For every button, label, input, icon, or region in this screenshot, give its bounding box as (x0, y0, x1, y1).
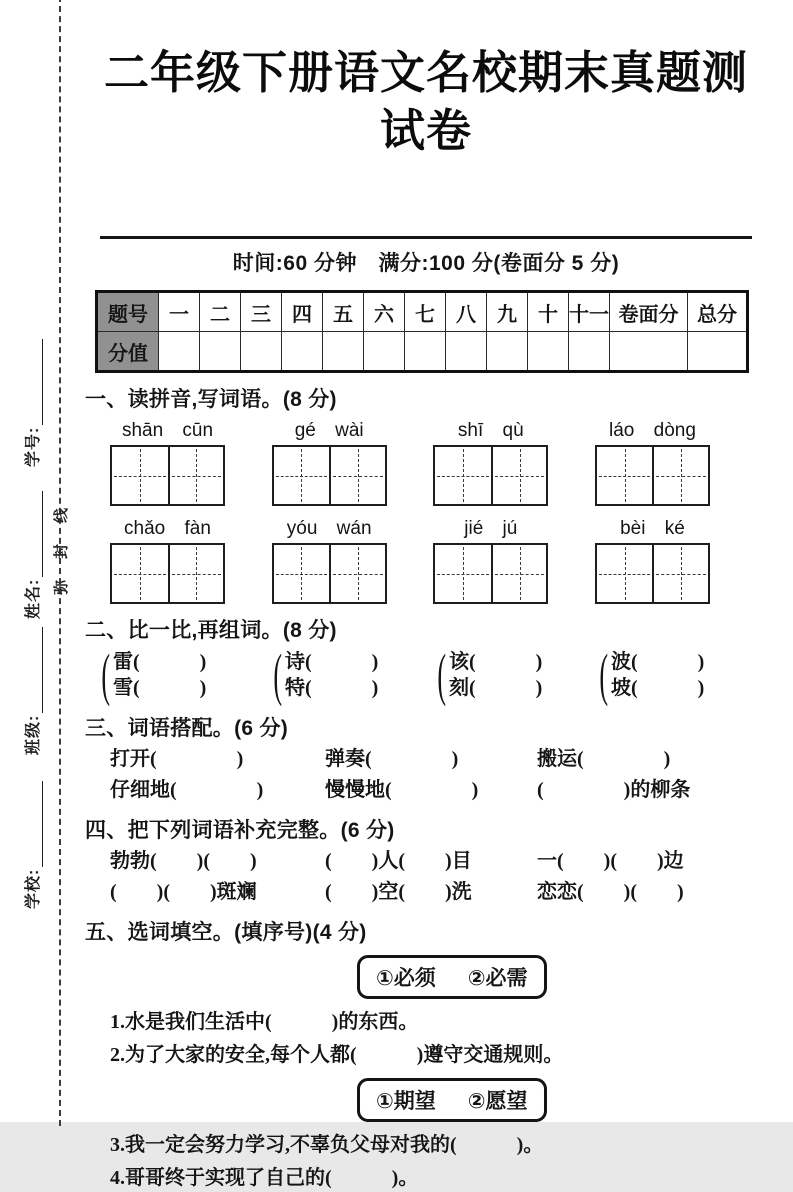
pinyin-label: bèi ké (620, 518, 685, 539)
compare-pair (595, 642, 763, 707)
word-bank-option: ①必须 (376, 967, 436, 990)
score-table (95, 290, 749, 373)
idiom-row (110, 848, 767, 875)
writing-cell[interactable] (491, 545, 547, 602)
writing-grid[interactable] (595, 445, 710, 506)
pinyin-word-block (110, 517, 225, 604)
column-header: 五 (323, 292, 364, 332)
column-header: 卷面分 (610, 292, 688, 332)
pinyin-label: jié jú (464, 518, 518, 539)
school-input-line[interactable] (27, 781, 43, 867)
word-bank-box-1 (357, 955, 547, 999)
column-header: 二 (200, 292, 241, 332)
score-blank-cell[interactable] (200, 332, 241, 372)
idiom-blank[interactable]: ( )( )斑斓 (110, 881, 257, 903)
brace-glyph: ( (599, 642, 609, 707)
pinyin-label: yóu wán (286, 518, 372, 539)
writing-cell[interactable] (329, 545, 385, 602)
score-blank-cell[interactable] (323, 332, 364, 372)
idiom-blank[interactable]: 勃勃( )( ) (110, 850, 257, 872)
score-blank-cell[interactable] (405, 332, 446, 372)
collocation-blank[interactable]: 搬运( ) (537, 748, 671, 770)
writing-cell[interactable] (491, 447, 547, 504)
section2-heading: 二、比一比,再组词。(8 分) (85, 619, 337, 642)
column-header: 十 (528, 292, 569, 332)
writing-cell[interactable] (597, 447, 653, 504)
question-number-header: 题号 (97, 292, 159, 332)
writing-grid[interactable] (595, 543, 710, 604)
class-label: 班级: (25, 714, 42, 755)
score-value-header: 分值 (97, 332, 159, 372)
word-blank[interactable]: 诗( ) (285, 651, 379, 673)
writing-cell[interactable] (168, 545, 224, 602)
score-blank-cell[interactable] (159, 332, 200, 372)
word-blank[interactable]: 波( ) (611, 651, 705, 673)
brace-glyph: ( (101, 642, 111, 707)
pinyin-label: láo dòng (609, 420, 696, 441)
word-bank-option: ①期望 (376, 1090, 436, 1113)
name-label: 姓名: (25, 578, 42, 619)
writing-cell[interactable] (274, 447, 330, 504)
score-blank-cell[interactable] (569, 332, 610, 372)
writing-grid[interactable] (272, 543, 387, 604)
pinyin-word-block (110, 419, 225, 506)
seal-char: 线 (53, 507, 70, 523)
idiom-blank[interactable]: ( )空( )洗 (325, 881, 472, 903)
word-bank-option: ②愿望 (467, 1090, 528, 1113)
name-input-line[interactable] (27, 491, 43, 577)
section1-heading: 一、读拼音,写词语。(8 分) (85, 388, 337, 411)
writing-grid[interactable] (433, 445, 548, 506)
school-field (20, 781, 43, 909)
pinyin-label: shān cūn (121, 420, 214, 441)
writing-cell[interactable] (274, 545, 330, 602)
column-header: 一 (159, 292, 200, 332)
compare-pair (97, 642, 269, 707)
word-bank-box-2 (357, 1078, 547, 1122)
column-header: 七 (405, 292, 446, 332)
word-blank[interactable]: 坡( ) (611, 677, 705, 699)
section4-heading: 四、把下列词语补充完整。(6 分) (85, 819, 395, 842)
word-blank[interactable]: 雷( ) (113, 651, 207, 673)
column-header: 十一 (569, 292, 610, 332)
column-header: 六 (364, 292, 405, 332)
score-table-value-row (97, 332, 748, 372)
column-header: 三 (241, 292, 282, 332)
collocation-blank[interactable]: 打开( ) (110, 748, 244, 770)
fill-in-sentence[interactable]: 1.水是我们生活中( )的东西。 (110, 1011, 419, 1033)
idiom-blank[interactable]: 一( )( )边 (537, 850, 684, 872)
seal-char: 弥 (53, 579, 70, 595)
writing-cell[interactable] (329, 447, 385, 504)
pinyin-row-1 (110, 419, 710, 506)
collocation-blank[interactable]: 仔细地( ) (110, 779, 264, 801)
collocation-row (110, 746, 767, 773)
pinyin-word-block (272, 517, 387, 604)
collocation-blank[interactable]: 弹奏( ) (325, 748, 459, 770)
writing-cell[interactable] (112, 447, 168, 504)
score-blank-cell[interactable] (688, 332, 748, 372)
collocation-blank[interactable]: 慢慢地( ) (325, 779, 479, 801)
brace-glyph: ( (437, 642, 447, 707)
seal-char: 封 (53, 543, 70, 559)
school-label: 学校: (25, 868, 42, 909)
pinyin-label: chǎo fàn (124, 518, 211, 539)
compare-pair (269, 642, 433, 707)
writing-cell[interactable] (168, 447, 224, 504)
writing-cell[interactable] (435, 447, 491, 504)
exam-info-line: 时间:60 分钟 满分:100 分(卷面分 5 分) (232, 252, 620, 275)
writing-cell[interactable] (597, 545, 653, 602)
pinyin-word-block (433, 517, 548, 604)
writing-grid[interactable] (272, 445, 387, 506)
fill-in-sentence[interactable]: 2.为了大家的安全,每个人都( )遵守交通规则。 (110, 1044, 564, 1066)
score-blank-cell[interactable] (364, 332, 405, 372)
name-field (20, 491, 43, 619)
fill-in-sentence[interactable]: 4.哥哥终于实现了自己的( )。 (110, 1167, 419, 1189)
idiom-row (110, 879, 767, 906)
compare-pairs-row (97, 642, 767, 707)
pinyin-word-block (595, 419, 710, 506)
student-id-input-line[interactable] (27, 339, 43, 425)
page-title: 二年级下册语文名校期末真题测试卷 (103, 48, 748, 156)
student-id-label: 学号: (25, 426, 42, 467)
class-input-line[interactable] (27, 627, 43, 713)
idiom-blank[interactable]: 恋恋( )( ) (537, 881, 684, 903)
score-blank-cell[interactable] (241, 332, 282, 372)
section5-heading: 五、选词填空。(填序号)(4 分) (85, 921, 367, 944)
pinyin-word-block (433, 419, 548, 506)
column-header: 总分 (688, 292, 748, 332)
column-header: 四 (282, 292, 323, 332)
idiom-blank[interactable]: ( )人( )目 (325, 850, 472, 872)
column-header: 八 (446, 292, 487, 332)
score-blank-cell[interactable] (487, 332, 528, 372)
student-id-field (20, 339, 43, 467)
writing-cell[interactable] (652, 447, 708, 504)
column-header: 九 (487, 292, 528, 332)
brace-glyph: ( (273, 642, 283, 707)
pinyin-row-2 (110, 517, 710, 604)
paper-content (85, 0, 767, 1192)
writing-cell[interactable] (435, 545, 491, 602)
pinyin-label: shī qù (457, 420, 524, 441)
pinyin-word-block (272, 419, 387, 506)
writing-cell[interactable] (652, 545, 708, 602)
word-blank[interactable]: 特( ) (285, 677, 379, 699)
writing-grid[interactable] (433, 543, 548, 604)
section3-heading: 三、词语搭配。(6 分) (85, 717, 289, 740)
class-field (20, 627, 43, 755)
collocation-blank[interactable]: ( )的柳条 (537, 779, 691, 801)
writing-grid[interactable] (110, 543, 225, 604)
compare-pair (433, 642, 595, 707)
word-bank-option: ②必需 (467, 967, 528, 990)
pinyin-label: gé wài (294, 420, 364, 441)
fill-in-sentence[interactable]: 3.我一定会努力学习,不辜负父母对我的( )。 (110, 1134, 544, 1156)
collocation-row (110, 777, 767, 804)
writing-grid[interactable] (110, 445, 225, 506)
score-blank-cell[interactable] (610, 332, 688, 372)
pinyin-word-block (595, 517, 710, 604)
writing-cell[interactable] (112, 545, 168, 602)
score-blank-cell[interactable] (446, 332, 487, 372)
title-divider (100, 236, 752, 239)
word-blank[interactable]: 刻( ) (449, 677, 543, 699)
student-info-sidebar (0, 0, 80, 1122)
word-blank[interactable]: 该( ) (449, 651, 543, 673)
score-blank-cell[interactable] (282, 332, 323, 372)
score-table-header-row (97, 292, 748, 332)
word-blank[interactable]: 雪( ) (113, 677, 207, 699)
score-blank-cell[interactable] (528, 332, 569, 372)
